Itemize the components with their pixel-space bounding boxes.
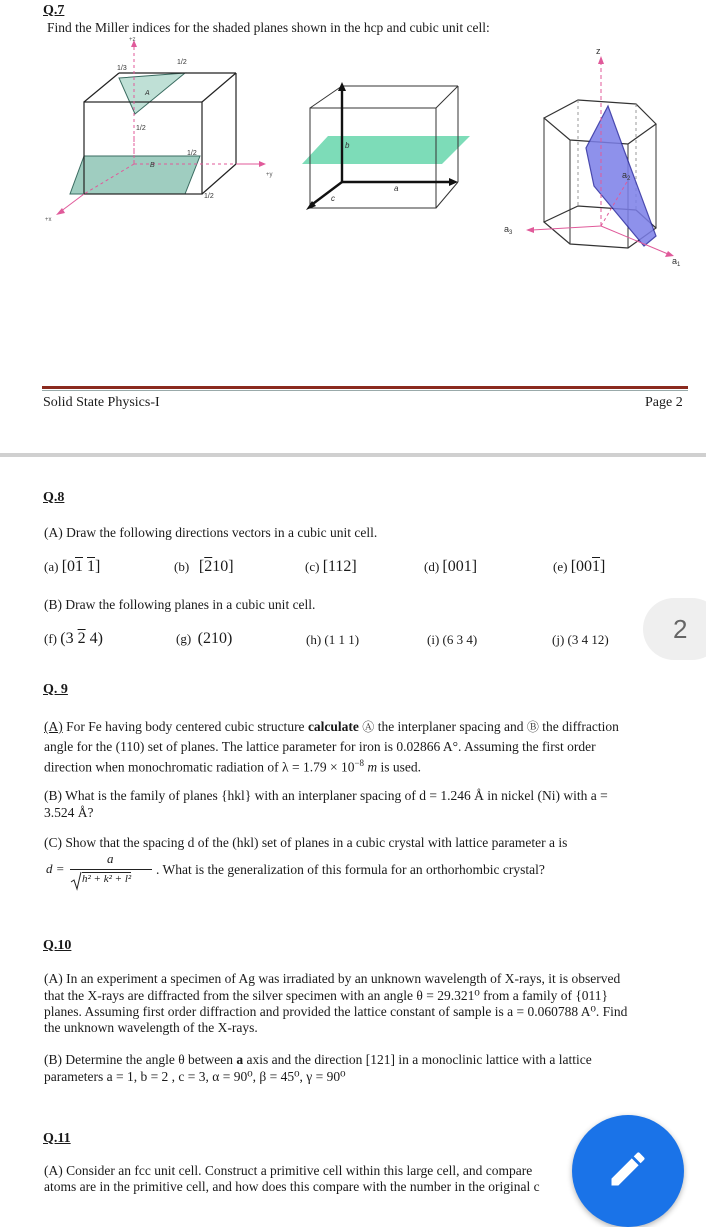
q9-c-line1: (C) Show that the spacing d of the (hkl) set of planes in a cubic crystal with lattice parameter a is xyxy=(44,835,568,850)
label-b-axis: b xyxy=(345,141,350,150)
footer-rule-thin xyxy=(42,390,688,391)
plane-j: (j) (3 4 12) xyxy=(552,632,609,647)
q8-part-a: (A) Draw the following directions vectors in a cubic unit cell. xyxy=(44,525,378,540)
pencil-icon xyxy=(606,1147,650,1191)
plane-a xyxy=(119,73,185,114)
cubic-cell-figure-1 xyxy=(40,36,280,226)
plane-green xyxy=(302,136,470,164)
label-a-axis: a xyxy=(394,184,399,193)
q8-part-b: (B) Draw the following planes in a cubic unit cell. xyxy=(44,597,316,612)
frac-third-top: 1/3 xyxy=(117,65,127,72)
q10-a-line1: (A) In an experiment a specimen of Ag was irradiated by an unknown wavelength of X-rays, it is observed xyxy=(44,971,621,986)
page-separator xyxy=(0,453,706,457)
label-a2: $a_2$ xyxy=(622,170,631,182)
direction-b: (b) [210] xyxy=(174,558,234,575)
label-a3: $a_3$ xyxy=(504,224,513,236)
q9-b-line1: (B) What is the family of planes {hkl} with an interplaner spacing of d = 1.246 Å in nickel (Ni) with a = xyxy=(44,788,608,803)
q9-a-line1: (A) For Fe having body centered cubic structure calculate Ⓐ the interplaner spacing and Ⓑ the diffraction xyxy=(44,719,619,734)
q10-a-line4: the unknown wavelength of the X-rays. xyxy=(44,1020,258,1035)
q10-a-line3: planes. Assuming first order diffraction and provided the lattice constant of sample is a = 0.060788 A⁰. Find xyxy=(44,1004,628,1019)
formula-denominator: h² + k² + l² xyxy=(82,873,132,885)
q9-a-line3: direction when monochromatic radiation of $\lambda = 1.79 \times 10^{-8}$ m is used. xyxy=(44,758,422,775)
frac-half-mid: 1/2 xyxy=(136,125,146,132)
label-c-axis: c xyxy=(331,194,335,203)
plane-violet xyxy=(586,106,656,246)
edit-fab-button[interactable] xyxy=(572,1115,684,1227)
q9-a-line2: angle for the (110) set of planes. The lattice parameter for iron is 0.02866 A°. Assuming the first order xyxy=(44,739,596,754)
q10-b-line1: (B) Determine the angle θ between a axis and the direction [121] in a monoclinic lattice with a lattice xyxy=(44,1052,592,1067)
formula-d: d = xyxy=(46,861,65,876)
sqrt-icon xyxy=(70,871,82,891)
formula-numerator: a xyxy=(107,851,114,866)
plus-z-label: +z xyxy=(129,37,136,43)
label-a1: $a_1$ xyxy=(672,256,681,268)
footer-course: Solid State Physics-I xyxy=(43,395,160,410)
plane-i: (i) (6 3 4) xyxy=(427,632,478,647)
plane-g: (g) (210) xyxy=(176,630,233,647)
direction-c: (c) [112] xyxy=(305,558,357,575)
fraction-bar xyxy=(70,869,152,870)
q10-title: Q.10 xyxy=(43,938,72,953)
plane-f: (f) (3 2 4) xyxy=(44,630,103,647)
plus-y-label: +y xyxy=(266,172,273,178)
hcp-cell-figure xyxy=(498,40,698,275)
q11-a-line1: (A) Consider an fcc unit cell. Construct a primitive cell within this large cell, and compare xyxy=(44,1163,533,1178)
q10-a-line2: that the X-rays are diffracted from the silver specimen with an angle θ = 29.321⁰ from a family of {011} xyxy=(44,988,609,1003)
label-b: B xyxy=(150,162,155,169)
frac-half-top: 1/2 xyxy=(177,59,187,66)
plus-x-label: +x xyxy=(45,217,52,223)
plane-h: (h) (1 1 1) xyxy=(306,632,360,647)
q9-c-rest: . What is the generalization of this formula for an orthorhombic crystal? xyxy=(156,862,545,877)
q7-title: Q.7 xyxy=(43,3,65,18)
q9-b-line2: 3.524 Å? xyxy=(44,805,94,820)
footer-rule xyxy=(42,386,688,389)
q8-title: Q.8 xyxy=(43,490,65,505)
q11-title: Q.11 xyxy=(43,1131,71,1146)
q7-text: Find the Miller indices for the shaded planes shown in the hcp and cubic unit cell: xyxy=(47,20,490,35)
q9-formula xyxy=(46,853,606,893)
direction-e: (e) [001] xyxy=(553,558,606,575)
plane-b xyxy=(70,156,200,194)
footer-page: Page 2 xyxy=(645,395,683,410)
frac-half-bottom: 1/2 xyxy=(204,193,214,200)
cubic-cell-figure-2 xyxy=(300,78,470,218)
frac-half-right: 1/2 xyxy=(187,150,197,157)
direction-d: (d) [001] xyxy=(424,558,478,575)
label-z: z xyxy=(596,46,601,56)
q10-b-line2: parameters a = 1, b = 2 , c = 3, α = 90⁰, β = 45⁰, γ = 90⁰ xyxy=(44,1069,346,1084)
q11-a-line2: atoms are in the primitive cell, and how does this compare with the number in the original c xyxy=(44,1179,540,1194)
label-a: A xyxy=(145,90,150,97)
direction-a: (a) [01 1] xyxy=(44,558,101,575)
q9-title: Q. 9 xyxy=(43,682,68,697)
page-number-badge[interactable]: 2 xyxy=(643,598,706,660)
